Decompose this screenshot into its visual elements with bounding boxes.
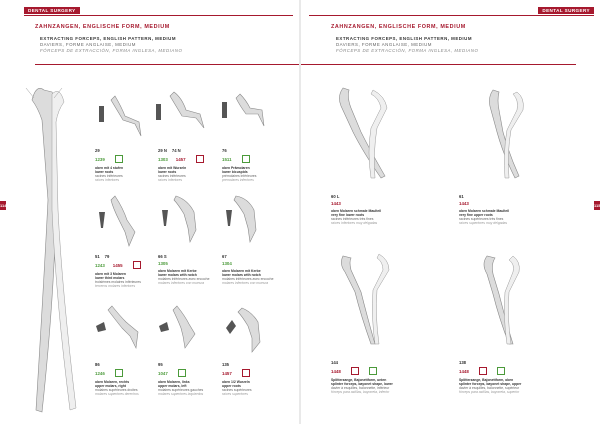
- forceps-86-illustration: [92, 302, 154, 356]
- desc-en: splinter forceps, bayonet shape, upper: [459, 382, 522, 387]
- catalog-item: [95, 254, 141, 288]
- desc-es: raíces inferiores: [95, 178, 120, 183]
- desc-de: Splitterzange, Bajonettform, unten: [331, 378, 387, 382]
- forceps-76-illustration: [218, 88, 278, 140]
- desc-de: oben Molaren schmale Maulteil: [331, 209, 382, 213]
- item-description: [222, 166, 257, 182]
- desc-en: lower roots: [95, 170, 114, 175]
- figure-number: 67: [222, 254, 227, 259]
- article-number: 1457: [222, 370, 232, 376]
- figure-number: 76: [222, 148, 227, 153]
- desc-fr: racines inférieures: [158, 174, 186, 179]
- figure-number: 61: [459, 194, 464, 199]
- forceps-135-illustration: [222, 302, 282, 356]
- item-description: [222, 269, 273, 285]
- section-tab: DENTAL SURGERY: [24, 7, 80, 14]
- desc-en: splinter forceps, bayonet shape, lower: [331, 382, 393, 387]
- forceps-144-illustration: [323, 248, 433, 348]
- item-description: [331, 378, 393, 394]
- forceps-29-illustration: [95, 92, 155, 142]
- forceps-29n-illustration: [152, 88, 212, 140]
- item-description: [95, 272, 141, 288]
- header-title-de: ZAHNZANGEN, ENGLISCHE FORM, MEDIUM: [35, 24, 170, 30]
- figure-number-2: 79: [104, 254, 110, 259]
- desc-es: raíces superiores: [222, 392, 249, 397]
- figure-number: 51: [95, 254, 100, 259]
- header-title-de: ZAHNZANGEN, ENGLISCHE FORM, MEDIUM: [331, 24, 466, 30]
- catalog-item: [95, 362, 139, 396]
- desc-fr: prémolaires inférieures: [222, 174, 257, 179]
- article-number-2: 1457: [175, 156, 186, 162]
- checkbox-icon: [133, 261, 141, 269]
- desc-de: oben Molaren mit Kerbe: [158, 269, 197, 273]
- figure-number: 86: [95, 362, 100, 367]
- forceps-large-illustration: [14, 80, 84, 420]
- desc-de: Splitterzange, Bajonettform, oben: [459, 378, 514, 382]
- desc-fr: troisièmes molaires inférieures: [95, 280, 141, 285]
- item-description: [95, 380, 139, 396]
- article-number: 1303: [158, 156, 168, 162]
- catalog-item: [222, 362, 252, 396]
- figure-number: 60 L: [331, 194, 340, 199]
- desc-en: lower molars with notch: [158, 273, 197, 278]
- catalog-item: [158, 362, 203, 396]
- item-description: [158, 380, 203, 396]
- article-number: 1448: [331, 368, 341, 374]
- catalog-item: [222, 254, 273, 285]
- desc-es: molares inferiores con muesca: [158, 281, 205, 286]
- top-rule: [309, 15, 594, 16]
- article-number: 1304: [222, 261, 232, 266]
- figure-number: 95: [158, 362, 163, 367]
- desc-fr: racines inférieures très fines: [331, 217, 374, 222]
- checkbox-icon: [497, 367, 505, 375]
- checkbox-icon: [115, 155, 123, 163]
- desc-en: lower roots: [158, 170, 177, 175]
- desc-fr: molaires supérieures gauches: [158, 388, 204, 393]
- article-number: 1243: [95, 262, 105, 268]
- figure-number-2: 74 N: [171, 148, 181, 153]
- header-title-en: EXTRACTING FORCEPS, ENGLISH PATTERN, MEDIUM: [336, 36, 472, 41]
- header-title-es: FÓRCEPS DE EXTRACCIÓN, FORMA INGLESA, MEDIANO: [336, 48, 479, 53]
- article-number: 1443: [331, 201, 341, 206]
- figure-number: 144: [331, 360, 338, 365]
- top-rule: [24, 15, 293, 16]
- desc-es: molares superiores izquierdos: [158, 392, 204, 397]
- catalog-item: [331, 360, 393, 394]
- desc-de: oben Molaren schmale Maulteil: [459, 209, 510, 213]
- figure-number: 29: [95, 148, 100, 153]
- checkbox-icon: [242, 155, 250, 163]
- desc-fr: davier à esquilles, baïonnette, supérieur: [459, 386, 520, 391]
- checkbox-icon: [242, 369, 250, 377]
- checkbox-icon: [351, 367, 359, 375]
- desc-fr: racines supérieures: [222, 388, 252, 393]
- desc-en: very fine upper roots: [459, 213, 493, 218]
- checkbox-icon: [115, 369, 123, 377]
- desc-en: lower molars with notch: [222, 273, 261, 278]
- catalog-item: [158, 148, 204, 182]
- desc-en: upper roots: [222, 384, 241, 389]
- desc-de: oben mit Wurzeln: [158, 166, 187, 170]
- figure-number: 135: [222, 362, 229, 367]
- desc-de: oben Molaren, rechts: [95, 380, 130, 384]
- desc-fr: racines supérieures très fines: [459, 217, 504, 222]
- header-title-fr: DAVIERS, FORME ANGLAISE, MEDIUM: [40, 42, 136, 47]
- catalog-item: [459, 360, 521, 394]
- forceps-61-illustration: [451, 82, 561, 182]
- item-description: [459, 209, 509, 225]
- catalog-item: [331, 194, 381, 225]
- page-header: [35, 24, 182, 53]
- catalog-item: [95, 148, 123, 182]
- article-number-2: 1455: [112, 262, 123, 268]
- desc-fr: molaires inférieures avec encoche: [158, 277, 210, 282]
- desc-en: upper molars, left: [158, 384, 187, 389]
- article-number: 1305: [158, 261, 168, 266]
- right-page: [301, 0, 600, 424]
- desc-en: lower bicuspids: [222, 170, 248, 175]
- item-description: [331, 209, 381, 225]
- checkbox-icon: [196, 155, 204, 163]
- header-title-es: FÓRCEPS DE EXTRACCIÓN, FORMA INGLESA, MEDIANO: [40, 48, 183, 53]
- desc-de: oben mit 3 Molaren: [95, 272, 126, 276]
- desc-es: raíces superiores muy delgadas: [459, 221, 508, 226]
- desc-es: premolares inferiores: [222, 178, 254, 183]
- checkbox-icon: [479, 367, 487, 375]
- catalog-item: [158, 254, 209, 285]
- desc-en: upper molars, right: [95, 384, 126, 389]
- left-page: [0, 0, 299, 424]
- header-rule: [35, 64, 299, 65]
- article-number: 1246: [95, 370, 105, 376]
- item-description: [222, 380, 252, 396]
- article-number: 1443: [459, 201, 469, 206]
- desc-es: fórceps para astillas, bayoneta, inferior: [331, 390, 390, 395]
- header-title-en: EXTRACTING FORCEPS, ENGLISH PATTERN, MEDIUM: [40, 36, 176, 41]
- desc-de: oben Molaren, links: [158, 380, 190, 384]
- article-number: 1511: [222, 156, 232, 162]
- forceps-138-illustration: [451, 248, 561, 348]
- article-number: 1239: [95, 156, 105, 162]
- forceps-51-illustration: [95, 192, 155, 250]
- page-number: 115: [594, 203, 600, 208]
- item-description: [459, 378, 521, 394]
- section-tab: DENTAL SURGERY: [538, 7, 594, 14]
- page-header: [331, 24, 478, 53]
- forceps-66s-illustration: [158, 190, 218, 248]
- forceps-95-illustration: [155, 302, 217, 356]
- article-number: 1448: [459, 368, 469, 374]
- checkbox-icon: [369, 367, 377, 375]
- header-rule: [301, 64, 576, 65]
- figure-number: 66 S: [158, 254, 167, 259]
- forceps-67-illustration: [222, 190, 282, 248]
- item-description: [158, 166, 204, 182]
- forceps-60l-illustration: [323, 82, 433, 182]
- catalog-item: [459, 194, 509, 225]
- desc-fr: molaires inférieures avec encoche: [222, 277, 274, 282]
- checkbox-icon: [178, 369, 186, 377]
- figure-number: 29 N: [158, 148, 167, 153]
- article-number: 1047: [158, 370, 168, 376]
- desc-de: oben 1/2 Wurzeln: [222, 380, 250, 384]
- header-title-fr: DAVIERS, FORME ANGLAISE, MEDIUM: [336, 42, 432, 47]
- desc-fr: davier à esquilles, baïonnette, inférieur: [331, 386, 390, 391]
- desc-fr: racines inférieures: [95, 174, 123, 179]
- desc-en: lower third molars: [95, 276, 125, 281]
- desc-en: very fine lower roots: [331, 213, 365, 218]
- desc-fr: molaires supérieures droites: [95, 388, 138, 393]
- page-number: 114: [0, 203, 7, 208]
- desc-es: raíces inferiores: [158, 178, 183, 183]
- catalog-item: [222, 148, 257, 182]
- figure-number: 138: [459, 360, 466, 365]
- desc-es: molares superiores derechos: [95, 392, 139, 397]
- desc-es: fórceps para astillas, bayoneta, superior: [459, 390, 520, 395]
- desc-es: terceros molares inferiores: [95, 284, 136, 289]
- desc-es: raíces inferiores muy delgadas: [331, 221, 378, 226]
- desc-es: molares inferiores con muesca: [222, 281, 269, 286]
- item-description: [95, 166, 123, 182]
- desc-de: oben Prämolaren: [222, 166, 250, 170]
- item-description: [158, 269, 209, 285]
- desc-de: oben mit 4 stufen: [95, 166, 124, 170]
- desc-de: oben Molaren mit Kerbe: [222, 269, 261, 273]
